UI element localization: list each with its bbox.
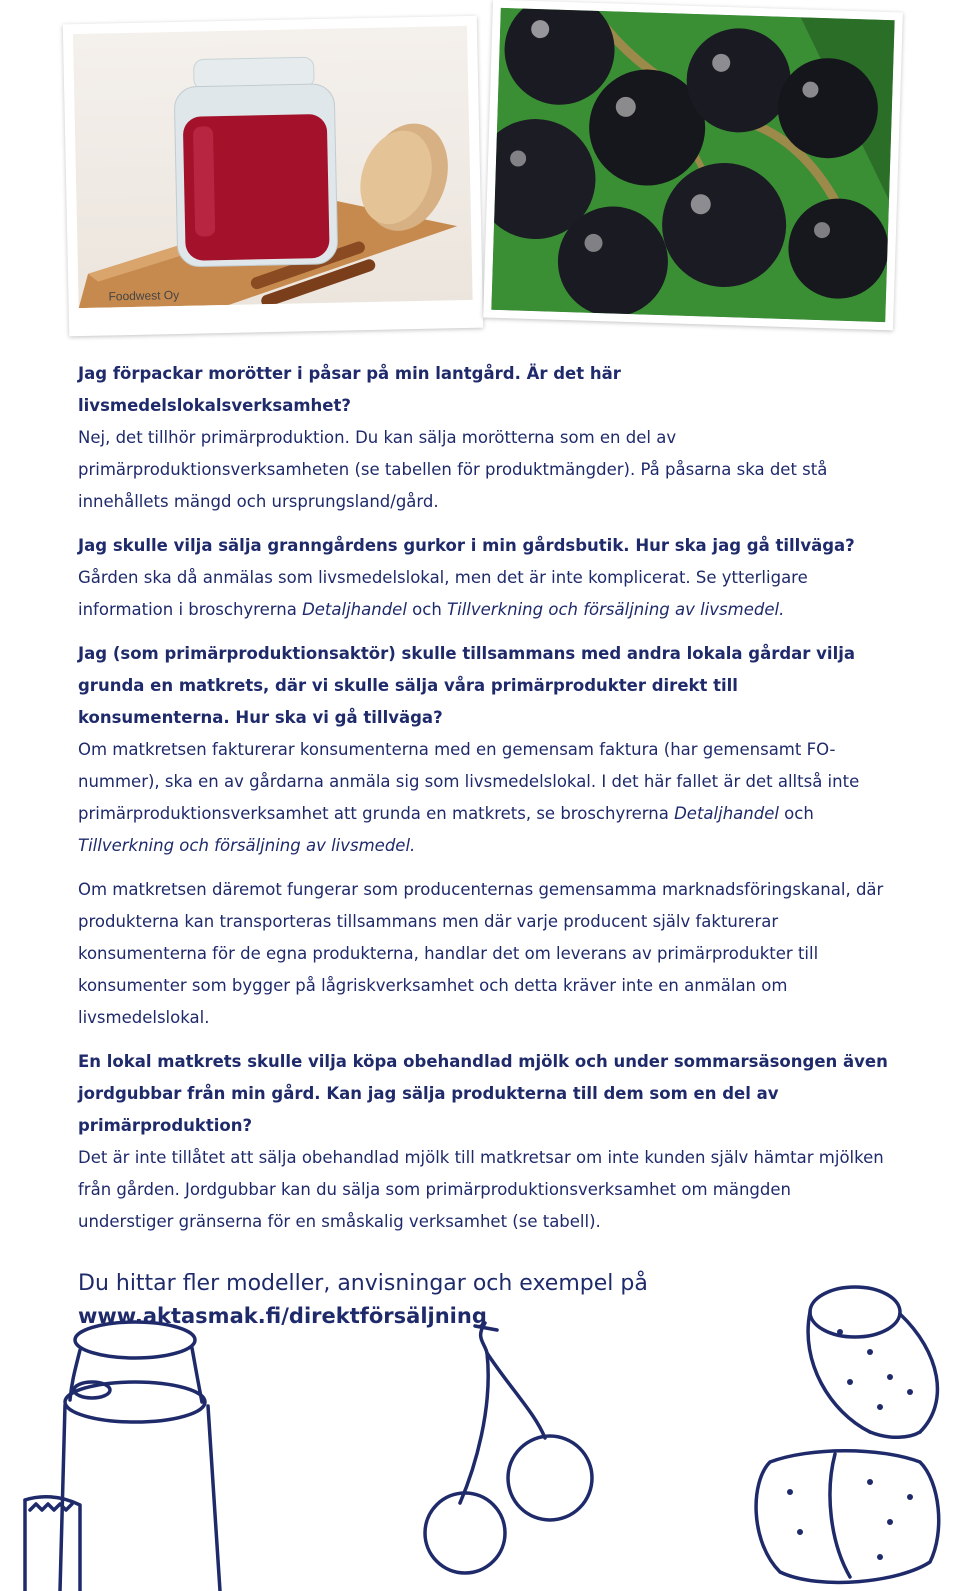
faq-answer: Om matkretsen fakturerar konsumenterna med en gemensam faktura (har gemensamt FO-nummer), ska en av gårdarna anmäla sig som livsmedelslokal. I det här fallet är det alltså inte primärproduktionsverksamhet att grunda en matkrets, se broschyrerna Detaljhandel och Tillverkning och försäljning av livsmedel. — [78, 740, 860, 855]
blackcurrant-photo — [483, 0, 903, 330]
faq-item-3 — [78, 638, 888, 1034]
faq-item-4 — [78, 1046, 888, 1238]
faq-item-2 — [78, 530, 888, 626]
blackcurrant-illustration — [491, 8, 894, 322]
faq-answer-continued: Om matkretsen däremot fungerar som producenternas gemensamma marknadsföringskanal, där produkterna kan transporteras tillsammans men där varje producent själv fakturerar konsumenterna för de egna produkterna, handlar det om leverans av primärprodukter till konsumenter som bygger på lågriskverksamhet och detta kräver inte en anmälan om livsmedelslokal. — [78, 880, 884, 1027]
faq-answer: Gården ska då anmälas som livsmedelslokal, men det är inte komplicerat. Se ytterligare information i broschyrerna Detaljhandel och Tillverkning och försäljning av livsmedel. — [78, 568, 808, 619]
faq-item-1 — [78, 358, 888, 518]
photo-credit: Foodwest Oy — [108, 287, 180, 304]
faq-answer: Det är inte tillåtet att sälja obehandlad mjölk till matkretsar om inte kunden själv hämtar mjölken från gården. Jordgubbar kan du sälja som primärproduktionsverksamhet om mängden understiger gränserna för en småskalig verksamhet (se tabell). — [78, 1148, 884, 1231]
cherries-icon — [415, 1318, 615, 1591]
faq-question: Jag skulle vilja sälja granngårdens gurkor i min gårdsbutik. Hur ska jag gå tillväga? — [78, 536, 855, 555]
milk-can-icon — [20, 1310, 260, 1591]
corks-icon — [740, 1282, 950, 1591]
jam-photo — [63, 16, 483, 337]
faq-question: Jag förpackar morötter i påsar på min lantgård. Är det här livsmedelslokalsverksamhet? — [78, 364, 621, 415]
faq-content — [78, 358, 888, 1332]
footer-link[interactable]: www.aktasmak.fi/direktförsäljning — [78, 1304, 487, 1328]
faq-question: En lokal matkrets skulle vilja köpa obehandlad mjölk och under sommarsäsongen även jordgubbar från min gård. Kan jag sälja produkterna till dem som en del av primärproduktion? — [78, 1052, 888, 1135]
footer-text: Du hittar fler modeller, anvisningar och exempel på — [78, 1271, 648, 1296]
faq-answer: Nej, det tillhör primärproduktion. Du kan sälja morötterna som en del av primärproduktionsverksamheten (se tabellen för produktmängder). På påsarna ska det stå innehållets mängd och ursprungsland/gård. — [78, 428, 828, 511]
faq-question: Jag (som primärproduktionsaktör) skulle tillsammans med andra lokala gårdar vilja grunda en matkrets, där vi skulle sälja våra primärprodukter direkt till konsumenterna. Hur ska vi gå tillväga? — [78, 644, 856, 727]
jam-jar-illustration — [73, 26, 473, 308]
